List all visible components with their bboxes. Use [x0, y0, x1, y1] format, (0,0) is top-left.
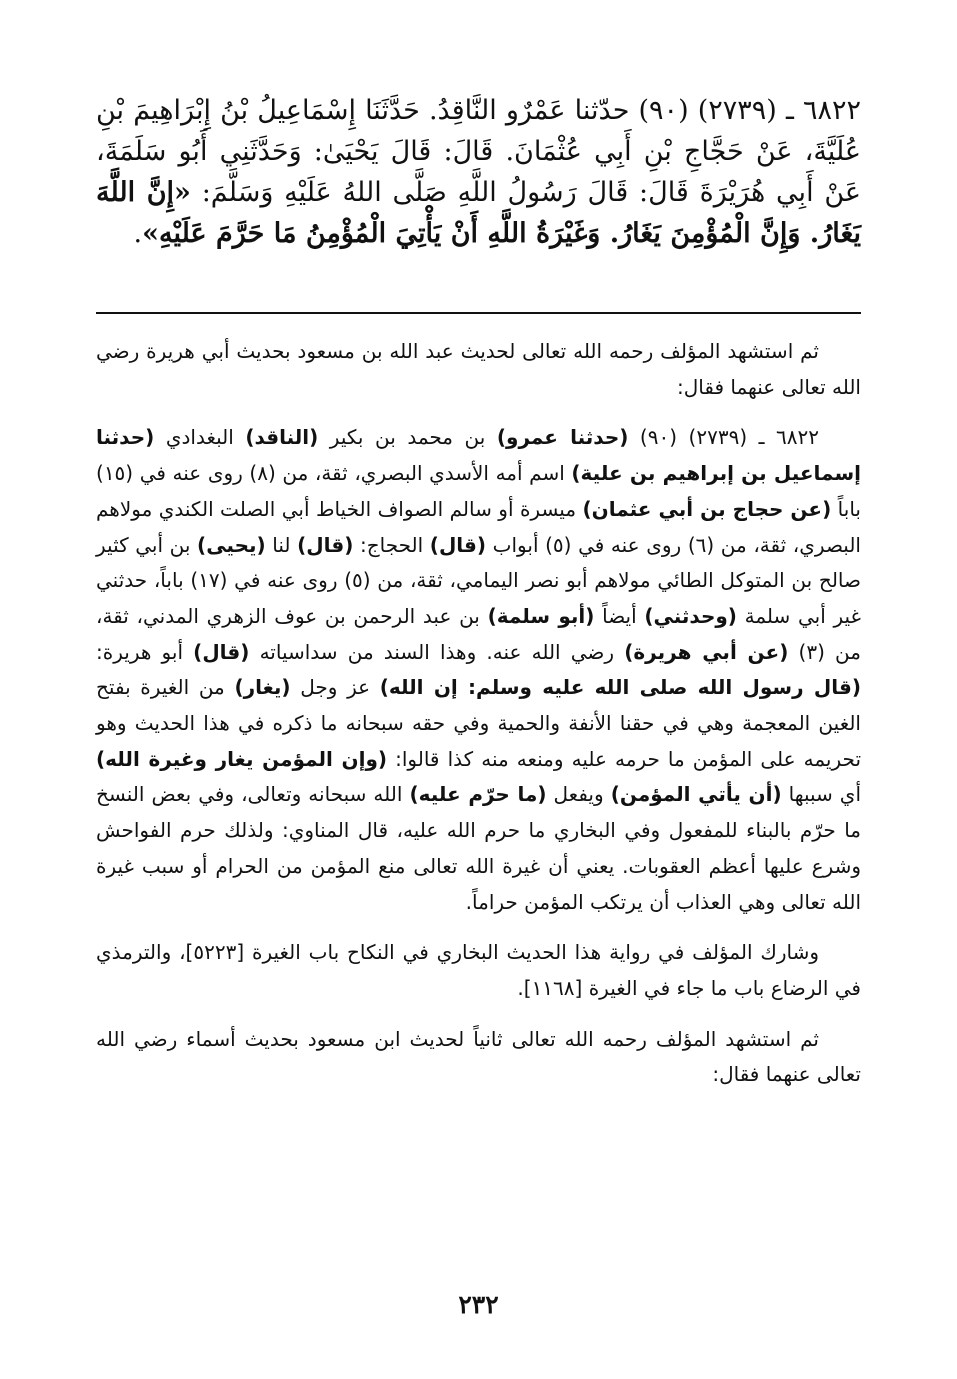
commentary-text-segment: الحجاج:: [353, 532, 430, 557]
commentary-text-segment: ويفعل: [546, 782, 611, 807]
commentary-text-segment: ميسرة أو سالم الصواف الخياط أبي الصلت الكندي مولاهم البصري، ثقة، من (٦) روى عنه في (٥) أبواب: [96, 496, 861, 557]
commentary-text-segment: أي سببها: [781, 782, 862, 807]
commentary-text-segment: البغدادي: [154, 425, 246, 450]
commentary-quote-segment: (وحدثني): [644, 603, 737, 628]
commentary-text-segment: بن محمد بن بكير: [318, 425, 497, 450]
footnote-divider: [96, 312, 861, 314]
hadith-matn: «إِنَّ اللَّهَ يَغَارُ. وَإِنَّ الْمُؤْمِنَ يَغَارُ. وَغَيْرَةُ اللَّهِ أَنْ يَأْتِيَ الْمُؤْمِنُ مَا حَرَّمَ عَلَيْهِ»: [96, 177, 861, 249]
commentary-next-intro: ثم استشهد المؤلف رحمه الله تعالى ثانياً لحديث ابن مسعود بحديث أسماء رضي الله تعالى عنهما فقال:: [96, 1026, 861, 1087]
commentary-quote-segment: (عن أبي هريرة): [624, 639, 789, 664]
commentary-quote-segment: (قال): [193, 639, 250, 664]
commentary-text-segment: أبو هريرة:: [96, 639, 194, 664]
page-body: [96, 90, 861, 1093]
commentary-quote-segment: (قال رسول الله صلى الله عليه وسلم: إن الله): [379, 675, 861, 700]
commentary-intro: ثم استشهد المؤلف رحمه الله تعالى لحديث عبد الله بن مسعود بحديث أبي هريرة رضي الله تعالى عنهما فقال:: [96, 339, 861, 399]
commentary-quote-segment: (عن حجاج بن أبي عثمان): [582, 496, 832, 521]
commentary-text-segment: اسم أمه الأسدي البصري، ثقة، من (٨) روى عنه في (١٥) باباً: [96, 461, 861, 521]
commentary-text-segment: عز وجل: [290, 675, 380, 700]
commentary-text-segment: أيضاً: [594, 603, 645, 628]
commentary-quote-segment: (الناقد): [245, 425, 319, 450]
hadith-text: [96, 90, 861, 254]
commentary-quote-segment: (قال): [429, 532, 487, 557]
commentary-references: وشارك المؤلف في رواية هذا الحديث البخاري في النكاح باب الغيرة [٥٢٢٣]، والترمذي في الرضاع باب ما جاء في الغيرة [١١٦٨].: [96, 940, 861, 1000]
commentary-text-segment: لنا: [265, 532, 298, 557]
commentary-text-segment: بن عبد الرحمن بن عوف الزهري المدني، ثقة، من (٣): [96, 603, 861, 664]
commentary-quote-segment: (ما حرّم عليه): [409, 782, 547, 807]
commentary-quote-segment: (أبو سلمة): [487, 603, 595, 628]
hadith-end: .: [133, 218, 143, 249]
commentary-explanation: [96, 420, 861, 920]
commentary-quote-segment: (حدثنا عمرو): [496, 425, 629, 450]
commentary-quote-segment: (يغار): [234, 675, 291, 700]
commentary-quote-segment: (قال): [297, 532, 354, 557]
commentary-quote-segment: (حدثنا إسماعيل بن إبراهيم بن علية): [96, 425, 861, 486]
commentary-text-segment: بن أبي كثير صالح بن المتوكل الطائي مولاهم أبو نصر اليمامي، ثقة، من (٥) روى عنه في (١٧) باباً، حدثني غير أبي سلمة: [96, 532, 861, 628]
page-number: ٢٣٢: [458, 1290, 499, 1319]
commentary-quote-segment: (أن يأتي المؤمن): [610, 782, 782, 807]
commentary-text-segment: رضي الله عنه. وهذا السند من سداسياته: [249, 639, 625, 664]
commentary-text-segment: من الغيرة بفتح الغين المعجمة وهي في حقنا الأنفة والحمية وفي حقه سبحانه ما ذكره في هذا الحديث وهو تحريمه على المؤمن ما حرمه عليه ومنعه منه كذا قالوا:: [96, 675, 862, 771]
commentary-text-segment: الله سبحانه وتعالى، وفي بعض النسخ ما حرّم بالبناء للمفعول وفي البخاري ما حرم الله عليه، قال المناوي: ولذلك حرم الفواحش وشرع عليها أعظم العقوبات. يعني أن غيرة الله تعالى منع المؤمن من الحرام أو سبب غيرة الله تعالى وهي العذاب أن يرتكب المؤمن حراماً.: [96, 782, 861, 914]
hadith-chain: ٦٨٢٢ ـ (٢٧٣٩) (٩٠) حدّثنا عَمْرٌو النَّاقِدُ. حَدَّثَنَا إِسْمَاعِيلُ بْنُ إِبْرَاهِيمَ بْنِ عُلَيَّةَ، عَنْ حَجَّاجِ بْنِ أَبِي عُثْمَانَ. قَالَ: قَالَ يَحْيَىٰ: وَحَدَّثَنِي أَبُو سَلَمَةَ، عَنْ أَبِي هُرَيْرَةَ قَالَ: قَالَ رَسُولُ اللَّهِ صَلَّى اللهُ عَلَيْهِ وَسَلَّمَ:: [96, 95, 862, 208]
commentary-quote-segment: (وإن المؤمن يغار وغيرة الله): [96, 746, 388, 771]
commentary-quote-segment: (يحيى): [197, 532, 266, 557]
commentary-text-segment: ٦٨٢٢ ـ (٢٧٣٩) (٩٠): [628, 425, 820, 450]
